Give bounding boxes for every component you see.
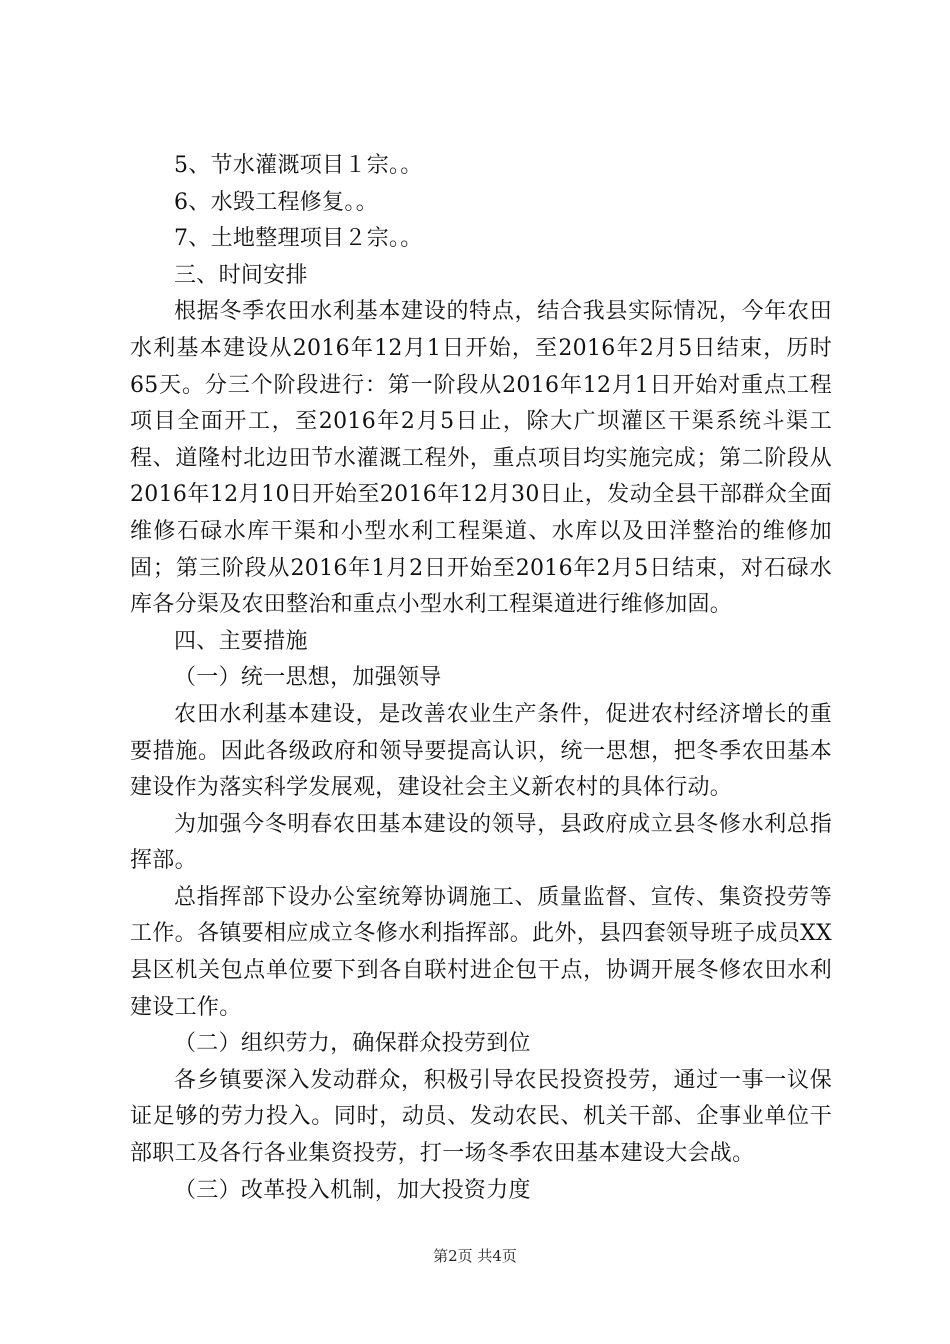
list-item-water-saving: 5、节水灌溉项目１宗。。	[174, 153, 423, 178]
subheading-labor: （二）组织劳力，确保群众投劳到位	[174, 1031, 531, 1057]
paragraph-leadership: 农田水利基本建设，是改善农业生产条件，促进农村经济增长的重要措施。因此各级政府和领导要提高认识，统一思想，把冬季农田基本建设作为落实科学发展观，建设社会主义新农村的具体行动。	[130, 701, 832, 801]
paragraph-office: 总指挥部下设办公室统筹协调施工、质量监督、宣传、集资投劳等工作。各镇要相应成立冬修水利指挥部。此外，县四套领导班子成员XX县区机关包点单位要下到各自联村进企包干点，协调开展冬修农田水利建设工作。	[130, 884, 832, 1020]
document-body	[130, 148, 832, 1209]
section-heading-measures: 四、主要措施	[174, 628, 308, 654]
list-item-flood-repair: 6、水毁工程修复。。	[174, 189, 378, 215]
subheading-investment: （三）改革投入机制，加大投资力度	[174, 1177, 531, 1203]
list-item-land-consolidation: 7、土地整理项目２宗。。	[174, 226, 423, 252]
paragraph-command-center: 为加强今冬明春农田基本建设的领导，县政府成立县冬修水利总指挥部。	[130, 811, 832, 874]
subheading-leadership: （一）统一思想，加强领导	[174, 665, 442, 691]
section-heading-schedule: 三、时间安排	[174, 262, 308, 288]
paragraph-schedule: 根据冬季农田水利基本建设的特点，结合我县实际情况，今年农田水利基本建设从2016年12月1日开始，至2016年2月5日结束，历时65天。分三个阶段进行：第一阶段从2016年12月1日开始对重点工程项目全面开工，至2016年2月5日止，除大广坝灌区干渠系统斗渠工程、道隆村北边田节水灌溉工程外，重点项目均实施完成；第二阶段从2016年12月10日开始至2016年12月30日止，发动全县干部群众全面维修石碌水库干渠和小型水利工程渠道、水库以及田洋整治的维修加固；第三阶段从2016年1月2日开始至2016年2月5日结束，对石碌水库各分渠及农田整治和重点小型水利工程渠道进行维修加固。	[130, 299, 832, 618]
page-number-footer: 第2页 共4页	[433, 1247, 517, 1265]
paragraph-labor: 各乡镇要深入发动群众，积极引导农民投资投劳，通过一事一议保证足够的劳力投入。同时，动员、发动农民、机关干部、企事业单位干部职工及各行各业集资投劳，打一场冬季农田基本建设大会战。	[130, 1067, 832, 1167]
